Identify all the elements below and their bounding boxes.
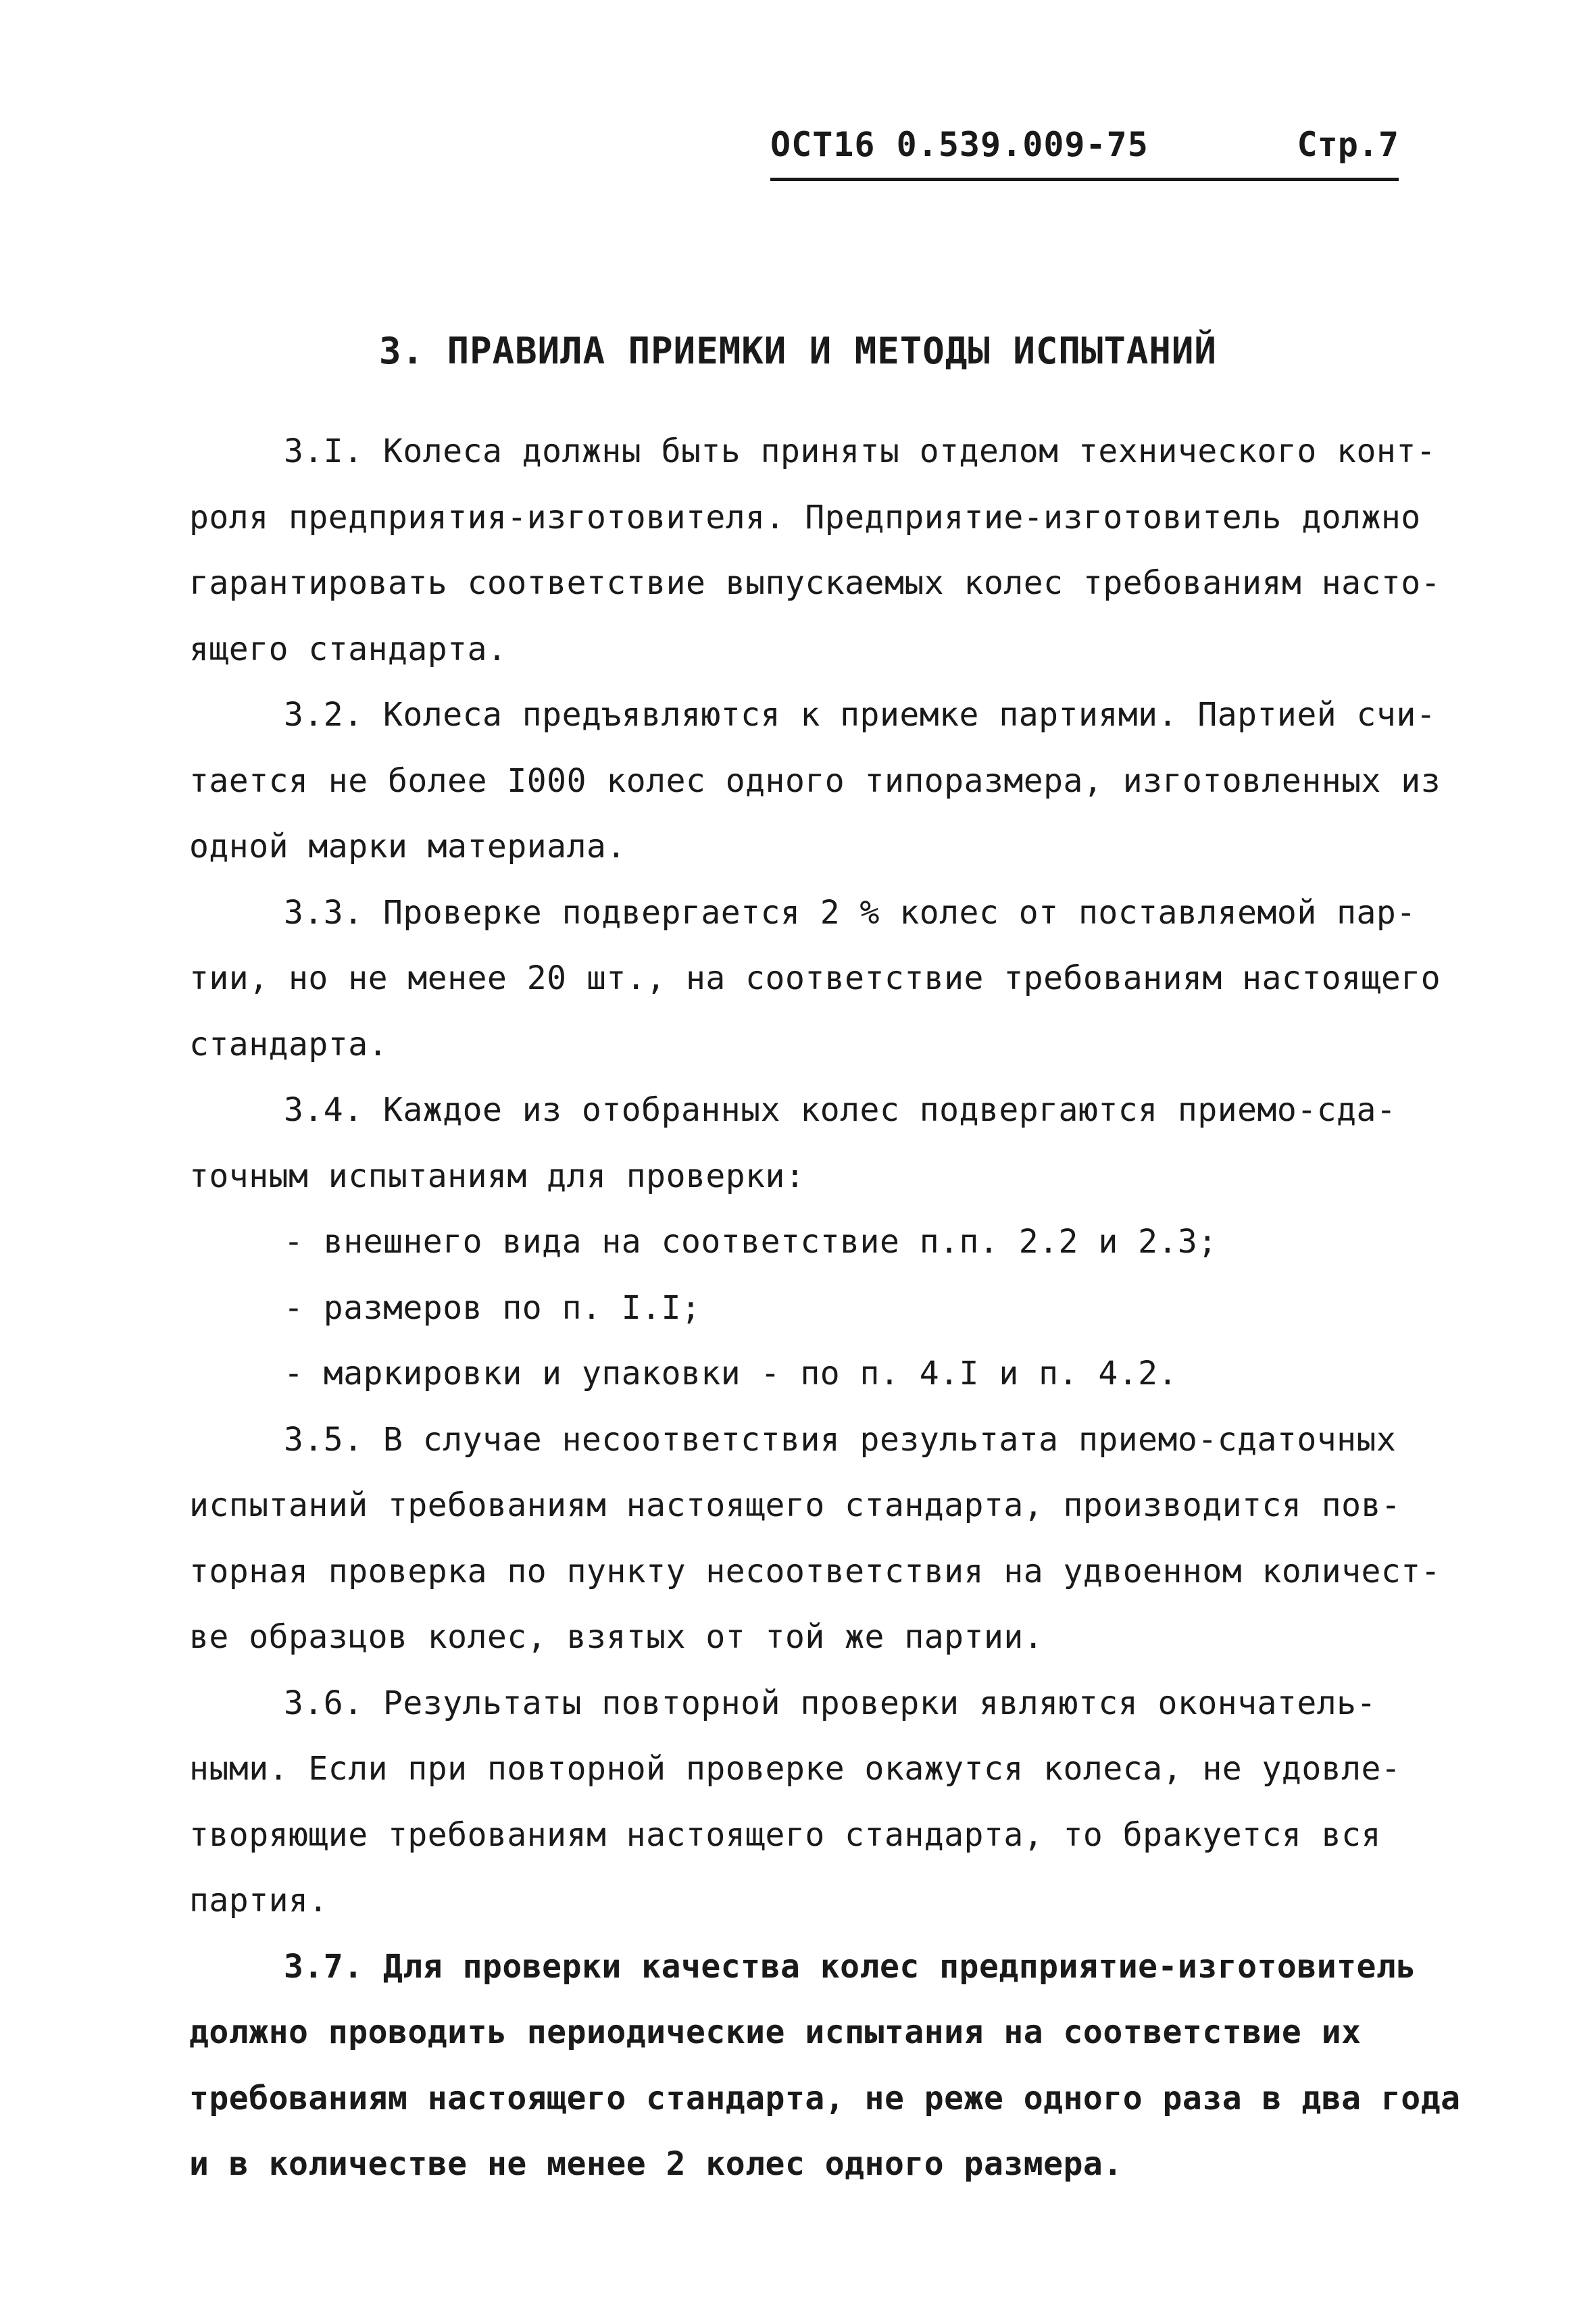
text-line: точным испытаниям для проверки: (189, 1157, 805, 1195)
text-line: тии, но не менее 20 шт., на соответствие требованиям настоящего (189, 959, 1441, 997)
list-item: - размеров по п. I.I; (284, 1288, 701, 1327)
text-line: 3.4. Каждое из отобранных колес подвергаются приемо-сда- (284, 1091, 1397, 1129)
body-text (189, 419, 1461, 2198)
page-header (770, 125, 1399, 186)
text-line: ящего стандарта. (189, 630, 507, 668)
text-line: должно проводить периодические испытания на соответствие их (189, 2013, 1362, 2051)
text-line: 3.5. В случае несоответствия результата приемо-сдаточных (284, 1420, 1397, 1459)
document-code: ОСТ16 0.539.009-75 (770, 125, 1149, 164)
text-line: стандарта. (189, 1025, 388, 1063)
text-line: партия. (189, 1882, 328, 1919)
section-title: 3. ПРАВИЛА ПРИЕМКИ И МЕТОДЫ ИСПЫТАНИЙ (379, 330, 1217, 372)
text-line: 3.7. Для проверки качества колес предприятие-изготовитель (284, 1947, 1416, 1986)
text-line: гарантировать соответствие выпускаемых колес требованиям насто- (189, 564, 1441, 602)
text-line: тается не более I000 колес одного типоразмера, изготовленных из (189, 761, 1441, 800)
text-line: одной марки материала. (189, 828, 626, 865)
text-line: творяющие требованиям настоящего стандарта, то бракуется вся (189, 1815, 1381, 1854)
text-line: 3.2. Колеса предъявляются к приемке партиями. Партией счи- (284, 696, 1437, 734)
text-line: 3.6. Результаты повторной проверки являются окончатель- (284, 1684, 1376, 1722)
text-line: торная проверка по пункту несоответствия на удвоенном количест- (189, 1552, 1441, 1590)
text-line: и в количестве не менее 2 колес одного размера. (189, 2145, 1123, 2183)
text-line: роля предприятия-изготовителя. Предприятие-изготовитель должно (189, 498, 1421, 536)
text-line: 3.3. Проверке подвергается 2 % колес от поставляемой пар- (284, 893, 1416, 932)
text-line: испытаний требованиям настоящего стандарта, производится пов- (189, 1486, 1401, 1524)
text-line: требованиям настоящего стандарта, не реже одного раза в два года (189, 2079, 1461, 2117)
list-item: - внешнего вида на соответствие п.п. 2.2 и 2.3; (284, 1223, 1218, 1261)
text-line: ве образцов колес, взятых от той же партии. (189, 1618, 1044, 1656)
text-line: 3.I. Колеса должны быть приняты отделом технического конт- (284, 432, 1437, 470)
text-line: ными. Если при повторной проверке окажутся колеса, не удовле- (189, 1750, 1401, 1788)
header-underline (770, 178, 1399, 181)
list-item: - маркировки и упаковки - по п. 4.I и п. 4.2. (284, 1355, 1178, 1392)
page-number: Стр.7 (1297, 125, 1399, 164)
